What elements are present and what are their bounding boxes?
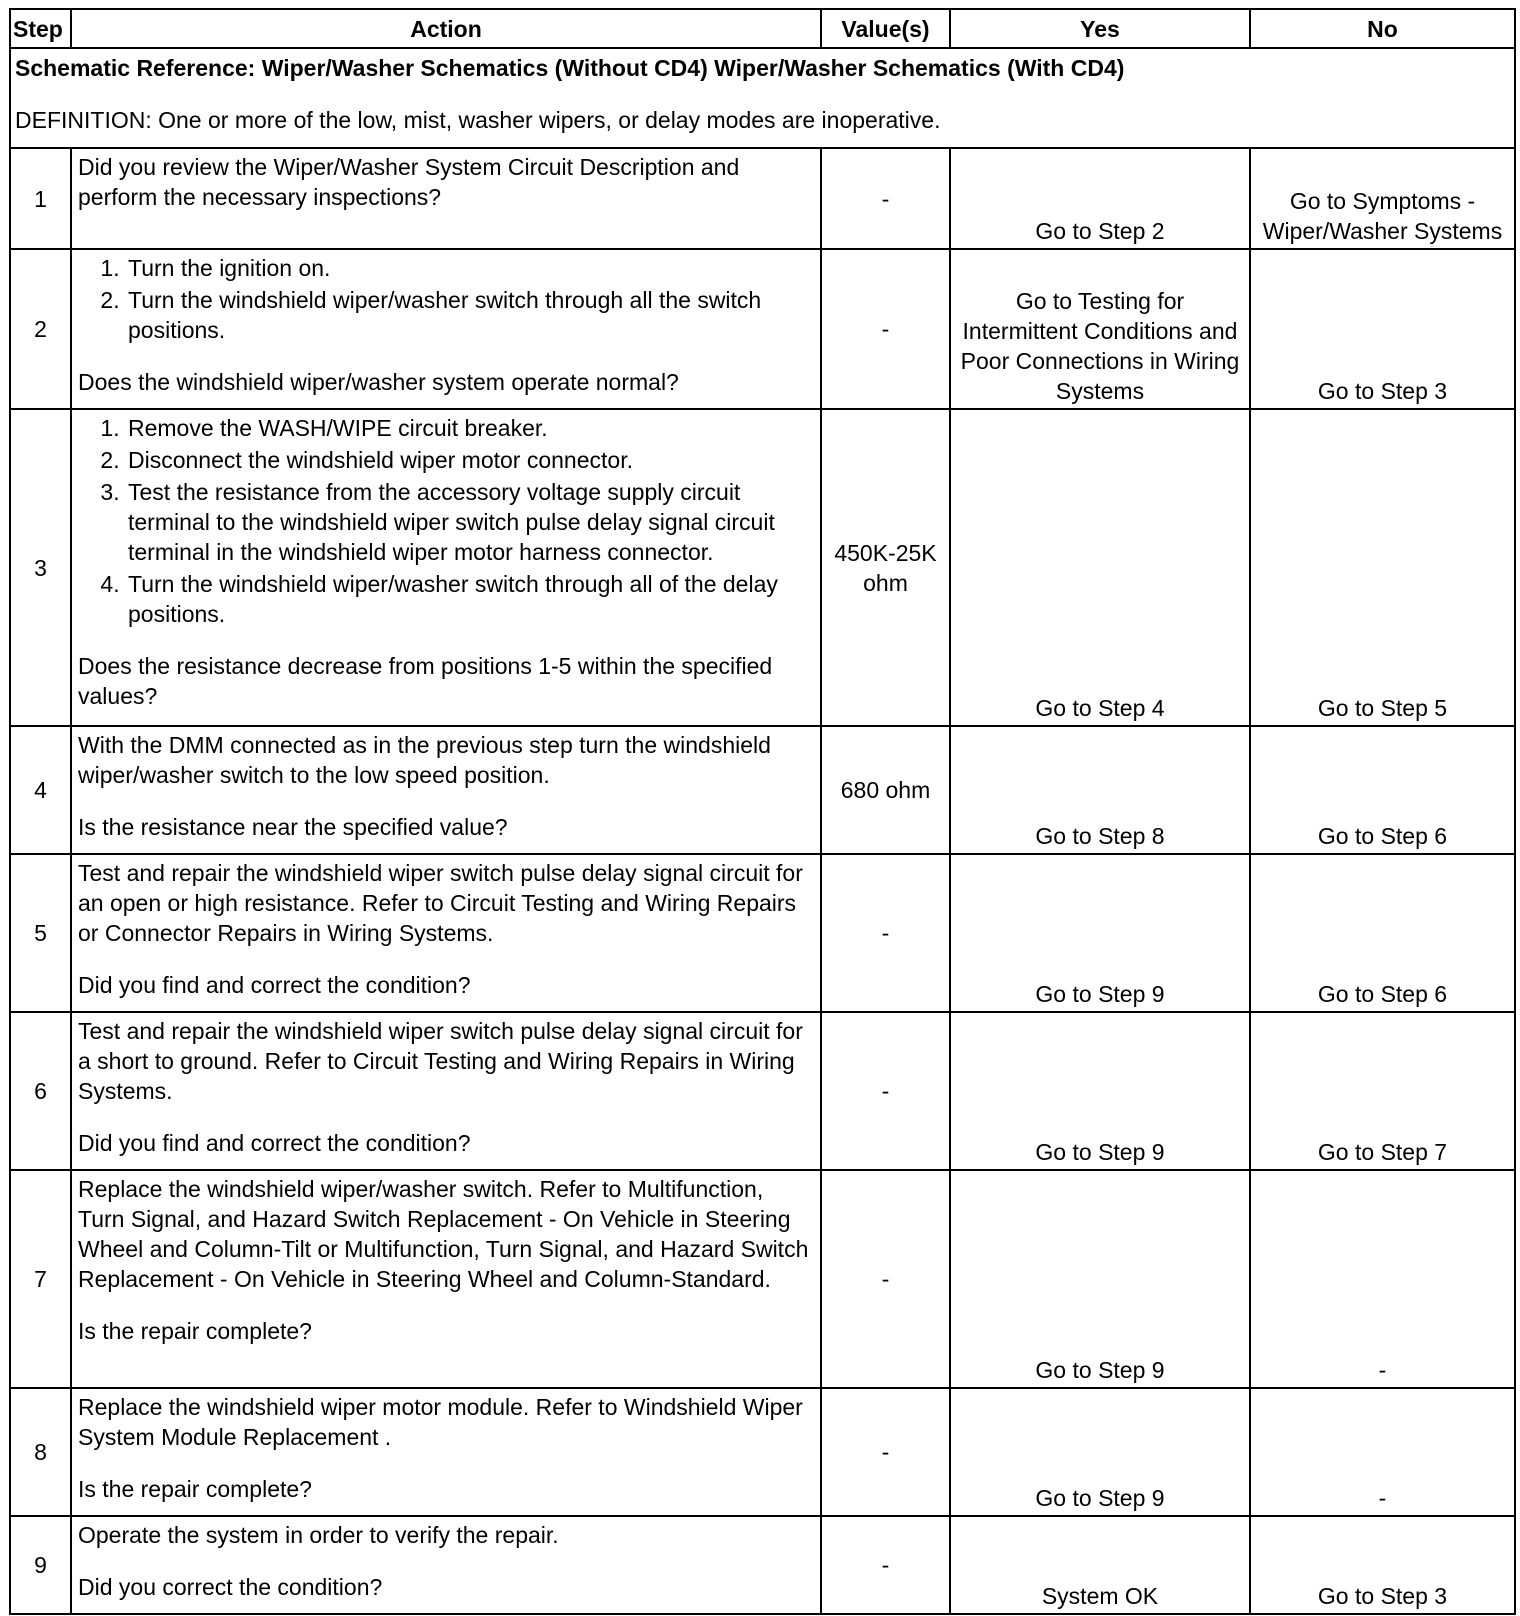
header-values: Value(s) (821, 9, 950, 48)
action-question: Is the repair complete? (78, 1318, 312, 1344)
list-item: 1. Remove the WASH/WIPE circuit breaker. (126, 413, 814, 443)
step-number: 8 (10, 1388, 71, 1516)
action-text: Did you review the Wiper/Washer System Circuit Description and perform the necessary inspections? (78, 154, 740, 210)
yes-cell: Go to Step 9 (950, 1170, 1250, 1388)
value-cell: - (821, 1012, 950, 1170)
action-text: Test and repair the windshield wiper switch pulse delay signal circuit for a short to ground. Refer to Circuit Testing and Wiring Repairs in Wiring Systems. (78, 1018, 803, 1104)
no-cell: Go to Step 6 (1250, 726, 1515, 854)
table-row (10, 854, 1515, 1012)
action-text: Replace the windshield wiper/washer switch. Refer to Multifunction, Turn Signal, and Hazard Switch Replacement - On Vehicle in Steering Wheel and Column-Tilt or Multifunction, Turn Signal, and Hazard Switch Replacement - On Vehicle in Steering Wheel and Column-Standard. (78, 1176, 809, 1292)
yes-cell: Go to Step 4 (950, 409, 1250, 726)
value-cell: 450K-25K ohm (821, 409, 950, 726)
action-list (78, 413, 814, 629)
list-item: 1. Turn the ignition on. (126, 253, 814, 283)
value-cell: - (821, 249, 950, 409)
schematic-reference: Schematic Reference: Wiper/Washer Schematics (Without CD4) Wiper/Washer Schematics (With CD4) (15, 55, 1125, 81)
table-row (10, 1388, 1515, 1516)
table-row (10, 1170, 1515, 1388)
list-item: 2. Disconnect the windshield wiper motor connector. (126, 445, 814, 475)
action-question: Did you find and correct the condition? (78, 1130, 471, 1156)
no-cell: Go to Step 3 (1250, 1516, 1515, 1614)
action-text: Test and repair the windshield wiper switch pulse delay signal circuit for an open or high resistance. Refer to Circuit Testing and Wiring Repairs or Connector Repairs in Wiring Systems. (78, 860, 803, 946)
no-cell: - (1250, 1388, 1515, 1516)
step-number: 5 (10, 854, 71, 1012)
step-number: 4 (10, 726, 71, 854)
step-number: 2 (10, 249, 71, 409)
list-item: 2. Turn the windshield wiper/washer switch through all the switch positions. (126, 285, 814, 345)
action-text: Replace the windshield wiper motor module. Refer to Windshield Wiper System Module Replacement . (78, 1394, 803, 1450)
value-cell: - (821, 854, 950, 1012)
action-question: Does the windshield wiper/washer system operate normal? (78, 369, 679, 395)
intro-cell (10, 48, 1515, 148)
no-cell: Go to Step 5 (1250, 409, 1515, 726)
header-action: Action (71, 9, 821, 48)
yes-cell: Go to Step 9 (950, 1388, 1250, 1516)
action-list (78, 253, 814, 345)
value-cell: - (821, 1170, 950, 1388)
header-yes: Yes (950, 9, 1250, 48)
list-item: 3. Test the resistance from the accessory voltage supply circuit terminal to the windshield wiper switch pulse delay signal circuit terminal in the windshield wiper motor harness connector. (126, 477, 814, 567)
no-cell: Go to Step 6 (1250, 854, 1515, 1012)
table-row (10, 1012, 1515, 1170)
step-number: 1 (10, 148, 71, 249)
diagnostic-table (9, 8, 1516, 1615)
table-row (10, 148, 1515, 249)
action-cell (71, 726, 821, 854)
yes-cell: System OK (950, 1516, 1250, 1614)
action-cell (71, 1170, 821, 1388)
no-cell: Go to Step 3 (1250, 249, 1515, 409)
table-row (10, 249, 1515, 409)
step-number: 9 (10, 1516, 71, 1614)
action-question: Is the repair complete? (78, 1476, 312, 1502)
value-cell: - (821, 1388, 950, 1516)
action-text: Operate the system in order to verify the repair. (78, 1522, 559, 1548)
action-cell (71, 854, 821, 1012)
value-cell: 680 ohm (821, 726, 950, 854)
step-number: 7 (10, 1170, 71, 1388)
yes-cell: Go to Step 9 (950, 854, 1250, 1012)
table-row (10, 726, 1515, 854)
value-cell: - (821, 148, 950, 249)
intro-row (10, 48, 1515, 148)
header-step: Step (10, 9, 71, 48)
step-number: 3 (10, 409, 71, 726)
action-cell (71, 1516, 821, 1614)
definition-text: DEFINITION: One or more of the low, mist, washer wipers, or delay modes are inoperative. (15, 107, 941, 133)
action-question: Did you correct the condition? (78, 1574, 383, 1600)
header-no: No (1250, 9, 1515, 48)
action-cell (71, 1012, 821, 1170)
yes-cell: Go to Step 2 (950, 148, 1250, 249)
yes-cell: Go to Step 8 (950, 726, 1250, 854)
action-cell (71, 148, 821, 249)
list-item: 4. Turn the windshield wiper/washer switch through all of the delay positions. (126, 569, 814, 629)
value-cell: - (821, 1516, 950, 1614)
step-number: 6 (10, 1012, 71, 1170)
no-cell: - (1250, 1170, 1515, 1388)
action-cell (71, 409, 821, 726)
no-cell: Go to Symptoms - Wiper/Washer Systems (1250, 148, 1515, 249)
no-cell: Go to Step 7 (1250, 1012, 1515, 1170)
header-row (10, 9, 1515, 48)
yes-cell: Go to Testing for Intermittent Conditions and Poor Connections in Wiring Systems (950, 249, 1250, 409)
action-cell (71, 249, 821, 409)
action-question: Is the resistance near the specified value? (78, 814, 508, 840)
action-question: Did you find and correct the condition? (78, 972, 471, 998)
table-row (10, 1516, 1515, 1614)
action-text: With the DMM connected as in the previous step turn the windshield wiper/washer switch to the low speed position. (78, 732, 771, 788)
action-question: Does the resistance decrease from positions 1-5 within the specified values? (78, 653, 773, 709)
yes-cell: Go to Step 9 (950, 1012, 1250, 1170)
table-row (10, 409, 1515, 726)
action-cell (71, 1388, 821, 1516)
